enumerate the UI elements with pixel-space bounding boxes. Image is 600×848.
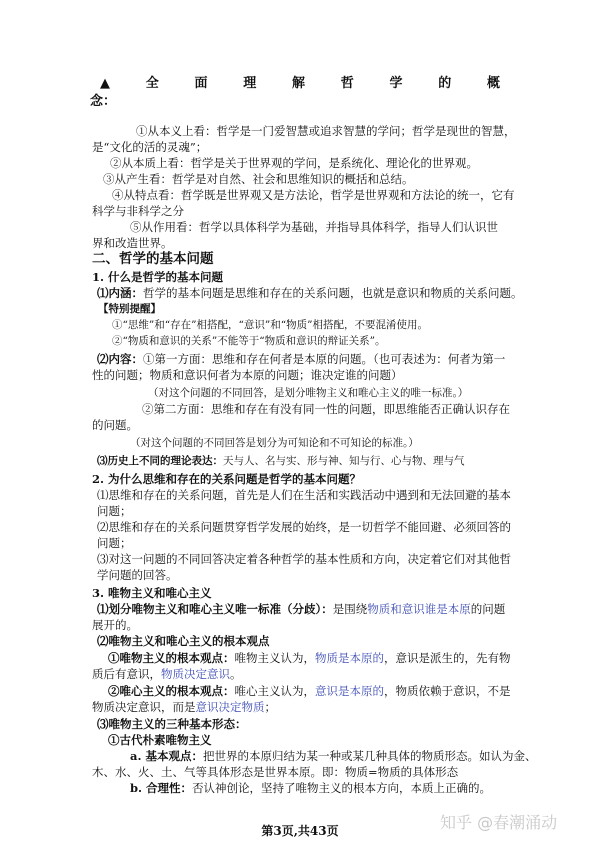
materialism-cont-pre: 质后有意识， bbox=[92, 667, 161, 681]
division-label: ⑴划分唯物主义和唯心主义唯一标准（分歧）： bbox=[97, 602, 333, 616]
rationality-line bbox=[130, 781, 491, 796]
idealism-key: 意识是本原的 bbox=[315, 684, 384, 698]
reason-1-cont: 问题； bbox=[97, 504, 132, 518]
point-1: ①从本义上看：哲学是一门爱智慧或追求智慧的学问；哲学是现世的智慧， bbox=[136, 124, 516, 138]
idealism-cont-key: 意识决定物质 bbox=[195, 700, 265, 714]
basic-views-title: ⑵唯物主义和唯心主义的根本观点 bbox=[97, 634, 270, 648]
reason-3: ⑶对这一问题的不同回答决定着各种哲学的基本性质和方向，决定着它们对其他哲 bbox=[97, 552, 511, 566]
materialism-post: ，意识是派生的，先有物 bbox=[384, 651, 511, 665]
materialism-cont-key: 物质决定意识 bbox=[161, 667, 230, 681]
division-line bbox=[97, 602, 505, 617]
heading-char: 的 bbox=[438, 76, 452, 91]
materialism-cont bbox=[92, 667, 242, 682]
content-aspect-1: ①第一方面：思维和存在何者是本原的问题。（也可表述为：何者为第一 bbox=[143, 352, 506, 366]
heading-spread bbox=[100, 76, 500, 91]
content-aspect-1-cont: 性的问题；物质和意识何者为本原的问题；谁决定谁的问题） bbox=[92, 368, 403, 382]
content-aspect-1-note: （对这个问题的不同回答，是划分唯物主义和唯心主义的唯一标准。） bbox=[148, 387, 469, 399]
history-label: ⑶历史上不同的理论表达： bbox=[97, 455, 223, 467]
division-post: 的问题 bbox=[470, 602, 506, 616]
idealism-cont-pre: 物质决定意识，而是 bbox=[92, 700, 196, 714]
basic-view-line bbox=[130, 749, 536, 764]
idealism-pre: 唯心主义认为， bbox=[234, 684, 315, 698]
definition-label: ⑴内涵： bbox=[97, 286, 143, 300]
rationality-label: b. 合理性： bbox=[130, 781, 193, 795]
division-pre: 是围绕 bbox=[332, 602, 368, 616]
materialism-pre: 唯物主义认为， bbox=[234, 651, 315, 665]
heading-tail: 念： bbox=[90, 94, 117, 109]
idealism-cont-post: ； bbox=[264, 700, 276, 714]
heading-char: 哲 bbox=[340, 76, 354, 91]
point-4-cont: 科学与非科学之分 bbox=[92, 204, 184, 218]
heading-char: 学 bbox=[389, 76, 403, 91]
point-3: ③从产生看：哲学是对自然、社会和思维知识的概括和总结。 bbox=[103, 172, 414, 186]
materialism-cont-post: 。 bbox=[230, 667, 242, 681]
point-5: ⑤从作用看：哲学以具体科学为基础，并指导具体科学，指导人们认识世 bbox=[130, 220, 498, 234]
content-aspect-2-cont: 的问题。 bbox=[92, 418, 138, 432]
reason-3-cont: 学问题的回答。 bbox=[97, 568, 178, 582]
point-1-cont: 是“文化的活的灵魂”； bbox=[92, 140, 208, 154]
content-label: ⑵内容： bbox=[97, 352, 143, 366]
materialism-line bbox=[108, 651, 511, 666]
tip-2: ②“物质和意识的关系”不能等于“物质和意识的辩证关系”。 bbox=[112, 335, 386, 347]
question-1: 1. 什么是哲学的基本问题 bbox=[92, 270, 224, 284]
point-4: ④从特点看：哲学既是世界观又是方法论，哲学是世界观和方法论的统一，它有 bbox=[112, 188, 515, 202]
idealism-post: ，物质依赖于意识，不是 bbox=[384, 684, 511, 698]
section-title: 二、哲学的基本问题 bbox=[92, 251, 214, 267]
watermark: 知乎 @春潮涌动 bbox=[440, 813, 558, 832]
heading-char: 全 bbox=[145, 76, 159, 91]
idealism-cont bbox=[92, 700, 276, 715]
reason-1: ⑴思维和存在的关系问题，首先是人们在生活和实践活动中遇到和无法回避的基本 bbox=[97, 488, 511, 502]
point-2: ②从本质上看：哲学是关于世界观的学问，是系统化、理论化的世界观。 bbox=[110, 156, 478, 170]
question-3: 3. 唯物主义和唯心主义 bbox=[92, 586, 212, 600]
history-text: 天与人、名与实、形与神、知与行、心与物、理与气 bbox=[223, 455, 465, 467]
basic-view-label: a. 基本观点： bbox=[130, 749, 203, 763]
content-line bbox=[97, 352, 505, 367]
reason-2-cont: 问题； bbox=[97, 536, 132, 550]
basic-view-text: 把世界的本原归结为某一种或某几种具体的物质形态。如认为金、 bbox=[202, 749, 537, 763]
page-number: 第3页,共43页 bbox=[261, 824, 339, 838]
materialism-key: 物质是本原的 bbox=[315, 651, 384, 665]
point-5-cont: 界和改造世界。 bbox=[92, 236, 173, 250]
materialism-label: ①唯物主义的根本观点： bbox=[108, 651, 235, 665]
history-line bbox=[97, 454, 465, 469]
heading-char: 解 bbox=[291, 76, 305, 91]
idealism-label: ②唯心主义的根本观点： bbox=[108, 684, 235, 698]
definition-text: 哲学的基本问题是思维和存在的关系问题，也就是意识和物质的关系问题。 bbox=[143, 286, 523, 300]
special-tip-label: 【特别提醒】 bbox=[98, 303, 161, 315]
three-forms-title: ⑶唯物主义的三种基本形态： bbox=[97, 717, 247, 731]
content-aspect-2-note: （对这个问题的不同回答是划分为可知论和不可知论的标准。） bbox=[130, 437, 419, 449]
content-aspect-2: ②第二方面：思维和存在有没有同一性的问题，即思维能否正确认识存在 bbox=[142, 402, 510, 416]
ancient-materialism-title: ①古代朴素唯物主义 bbox=[108, 733, 212, 747]
basic-view-cont: 木、水、火、土、气等具体形态是世界本原。即：物质=物质的具体形态 bbox=[92, 765, 459, 779]
heading-char: 概 bbox=[486, 76, 500, 91]
heading-char: ▲ bbox=[100, 76, 110, 91]
division-cont: 展开的。 bbox=[92, 618, 138, 632]
rationality-text: 否认神创论，坚持了唯物主义的根本方向，本质上正确的。 bbox=[192, 781, 492, 795]
division-key: 物质和意识谁是本原 bbox=[367, 602, 471, 616]
reason-2: ⑵思维和存在的关系问题贯穿哲学发展的始终，是一切哲学不能回避、必须回答的 bbox=[97, 520, 511, 534]
definition-line bbox=[97, 286, 523, 301]
heading-char: 面 bbox=[194, 76, 208, 91]
tip-1: ①“思维”和“存在”相搭配，“意识”和“物质”相搭配，不要混淆使用。 bbox=[112, 319, 428, 331]
idealism-line bbox=[108, 684, 511, 699]
heading-char: 理 bbox=[243, 76, 257, 91]
question-2: 2. 为什么思维和存在的关系问题是哲学的基本问题？ bbox=[92, 472, 362, 486]
